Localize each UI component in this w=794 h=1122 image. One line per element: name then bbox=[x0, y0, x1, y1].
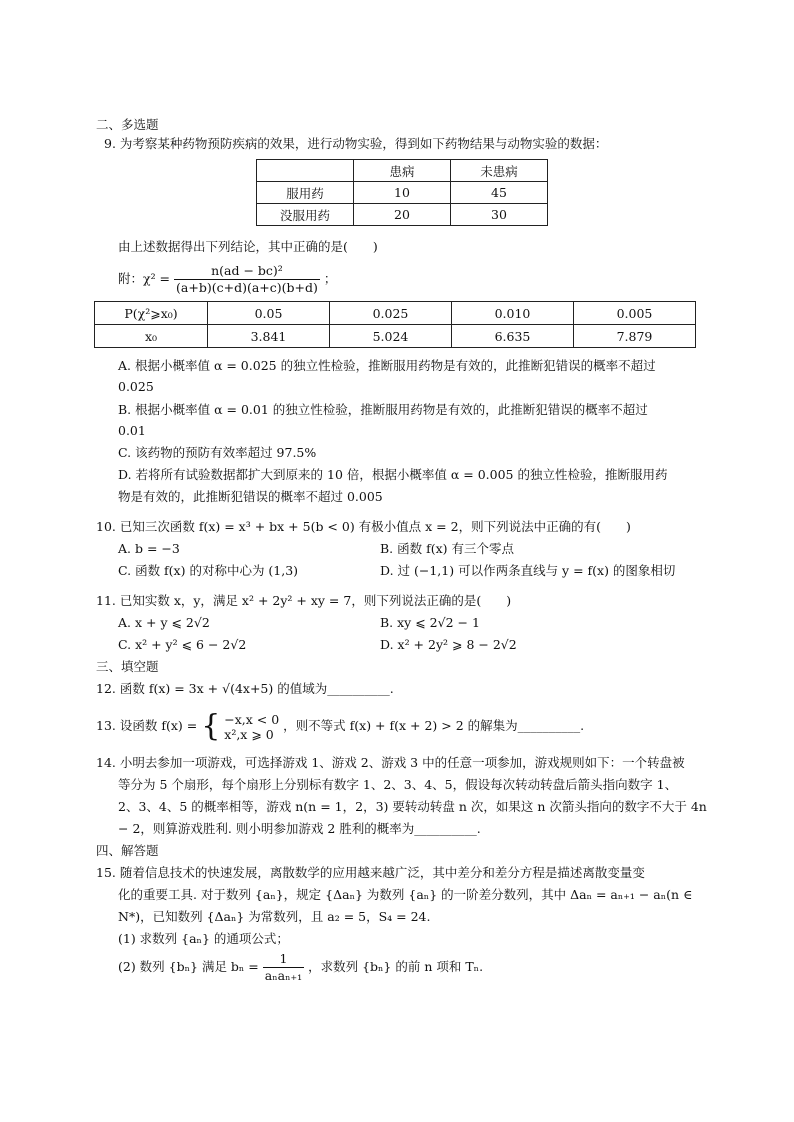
table-cell: 6.635 bbox=[452, 325, 574, 348]
q10-option-a: A. b = −3 bbox=[118, 541, 180, 556]
table-row bbox=[95, 302, 696, 325]
table-cell bbox=[257, 160, 354, 182]
q9-option-b-line2: 0.01 bbox=[118, 423, 146, 438]
chi-square-formula bbox=[118, 262, 336, 296]
section-fill-blank: 三、填空题 bbox=[96, 659, 159, 674]
section-solve: 四、解答题 bbox=[96, 843, 159, 858]
table-row bbox=[257, 182, 548, 204]
table-cell: 0.005 bbox=[574, 302, 696, 325]
formula-denominator: (a+b)(c+d)(a+c)(b+d) bbox=[176, 280, 318, 295]
q10-option-c: C. 函数 f(x) 的对称中心为 (1,3) bbox=[118, 563, 299, 578]
table-cell: 3.841 bbox=[208, 325, 330, 348]
table-row bbox=[95, 325, 696, 348]
q9-conclusion: 由上述数据得出下列结论，其中正确的是( ) bbox=[118, 239, 378, 254]
q15-line2: 化的重要工具. 对于数列 {aₙ}，规定 {Δaₙ} 为数列 {aₙ} 的一阶差分数列，其中 Δaₙ = aₙ₊₁ − aₙ(n ∈ bbox=[118, 887, 693, 902]
table-cell: 服用药 bbox=[257, 182, 354, 204]
piecewise-case-2: x²,x ⩾ 0 bbox=[224, 726, 274, 742]
table-row bbox=[257, 204, 548, 226]
q15-part1: (1) 求数列 {aₙ} 的通项公式； bbox=[118, 931, 289, 946]
q9-option-a-line1: A. 根据小概率值 α = 0.025 的独立性检验，推断服用药物是有效的，此推断犯错误的概率不超过 bbox=[118, 358, 656, 373]
q11-stem: 11. 已知实数 x，y，满足 x² + 2y² + xy = 7，则下列说法正确的是( ) bbox=[96, 593, 512, 608]
q11-option-c: C. x² + y² ⩽ 6 − 2√2 bbox=[118, 637, 247, 652]
critical-value-table bbox=[94, 301, 696, 348]
q14-line3: 2、3、4、5 的概率相等，游戏 n(n = 1，2，3) 要转动转盘 n 次，如果这 n 次箭头指向的数字不大于 4n bbox=[118, 799, 707, 814]
table-cell: 患病 bbox=[354, 160, 451, 182]
table-cell: 10 bbox=[354, 182, 451, 204]
q10-option-d: D. 过 (−1,1) 可以作两条直线与 y = f(x) 的图象相切 bbox=[380, 563, 676, 578]
q9-data-table bbox=[256, 159, 548, 226]
table-cell: 0.025 bbox=[330, 302, 452, 325]
q9-option-d-line1: D. 若将所有试验数据都扩大到原来的 10 倍，根据小概率值 α = 0.005 的独立性检验，推断服用药 bbox=[118, 467, 668, 482]
piecewise-cases bbox=[224, 712, 279, 742]
table-cell: 0.05 bbox=[208, 302, 330, 325]
bn-denominator: aₙaₙ₊₁ bbox=[264, 968, 303, 983]
table-row bbox=[257, 160, 548, 182]
table-cell: 30 bbox=[451, 204, 548, 226]
q10-stem: 10. 已知三次函数 f(x) = x³ + bx + 5(b < 0) 有极小值点 x = 2，则下列说法中正确的有( ) bbox=[96, 519, 631, 534]
q14-line2: 等分为 5 个扇形，每个扇形上分别标有数字 1、2、3、4、5，假设每次转动转盘后箭头指向数字 1、 bbox=[118, 777, 678, 792]
table-cell: 没服用药 bbox=[257, 204, 354, 226]
q11-option-b: B. xy ⩽ 2√2 − 1 bbox=[380, 615, 480, 630]
q14-line4: − 2，则算游戏胜利. 则小明参加游戏 2 胜利的概率为__________. bbox=[118, 821, 481, 836]
q11-option-a: A. x + y ⩽ 2√2 bbox=[118, 615, 210, 630]
q13-suffix: ，则不等式 f(x) + f(x + 2) > 2 的解集为__________. bbox=[283, 718, 585, 733]
table-cell: 0.010 bbox=[452, 302, 574, 325]
formula-fraction bbox=[174, 263, 320, 296]
table-cell: 20 bbox=[354, 204, 451, 226]
bn-fraction bbox=[263, 951, 304, 984]
table-cell: 未患病 bbox=[451, 160, 548, 182]
q15-part2-suffix: ，求数列 {bₙ} 的前 n 项和 Tₙ. bbox=[308, 959, 484, 974]
formula-suffix: ； bbox=[323, 271, 337, 286]
left-brace: { bbox=[201, 708, 221, 744]
q15-line1: 15. 随着信息技术的快速发展，离散数学的应用越来越广泛，其中差分和差分方程是描述离散变量变 bbox=[96, 865, 645, 880]
table-cell: 45 bbox=[451, 182, 548, 204]
q12-stem: 12. 函数 f(x) = 3x + √(4x+5) 的值域为__________. bbox=[96, 681, 394, 696]
q9-option-b-line1: B. 根据小概率值 α = 0.01 的独立性检验，推断服用药物是有效的，此推断犯错误的概率不超过 bbox=[118, 402, 648, 417]
table-cell: x₀ bbox=[95, 325, 208, 348]
formula-prefix: 附：χ² = bbox=[118, 271, 171, 286]
q15-part2-prefix: (2) 数列 {bₙ} 满足 bₙ = bbox=[118, 959, 259, 974]
bn-numerator: 1 bbox=[263, 951, 304, 968]
q9-stem: 9. 为考察某种药物预防疾病的效果，进行动物实验，得到如下药物结果与动物实验的数据： bbox=[104, 136, 608, 151]
q9-option-d-line2: 物是有效的，此推断犯错误的概率不超过 0.005 bbox=[118, 489, 383, 504]
q13-prefix: 13. 设函数 f(x) = bbox=[96, 718, 198, 733]
table-cell: P(χ²⩾x₀) bbox=[95, 302, 208, 325]
q10-option-b: B. 函数 f(x) 有三个零点 bbox=[380, 541, 515, 556]
table-cell: 7.879 bbox=[574, 325, 696, 348]
q13-stem bbox=[96, 708, 584, 744]
q11-option-d: D. x² + 2y² ⩾ 8 − 2√2 bbox=[380, 637, 517, 652]
q9-option-c: C. 该药物的预防有效率超过 97.5% bbox=[118, 445, 317, 460]
table-cell: 5.024 bbox=[330, 325, 452, 348]
piecewise-case-1: −x,x < 0 bbox=[224, 711, 280, 727]
q14-line1: 14. 小明去参加一项游戏，可选择游戏 1、游戏 2、游戏 3 中的任意一项参加，游戏规则如下：一个转盘被 bbox=[96, 755, 685, 770]
q15-line3: N*)，已知数列 {Δaₙ} 为常数列，且 a₂ = 5，S₄ = 24. bbox=[118, 909, 431, 924]
formula-numerator: n(ad − bc)² bbox=[174, 263, 320, 280]
q9-option-a-line2: 0.025 bbox=[118, 379, 154, 394]
section-multiple-choice: 二、多选题 bbox=[96, 117, 159, 132]
q15-part2 bbox=[118, 950, 483, 984]
